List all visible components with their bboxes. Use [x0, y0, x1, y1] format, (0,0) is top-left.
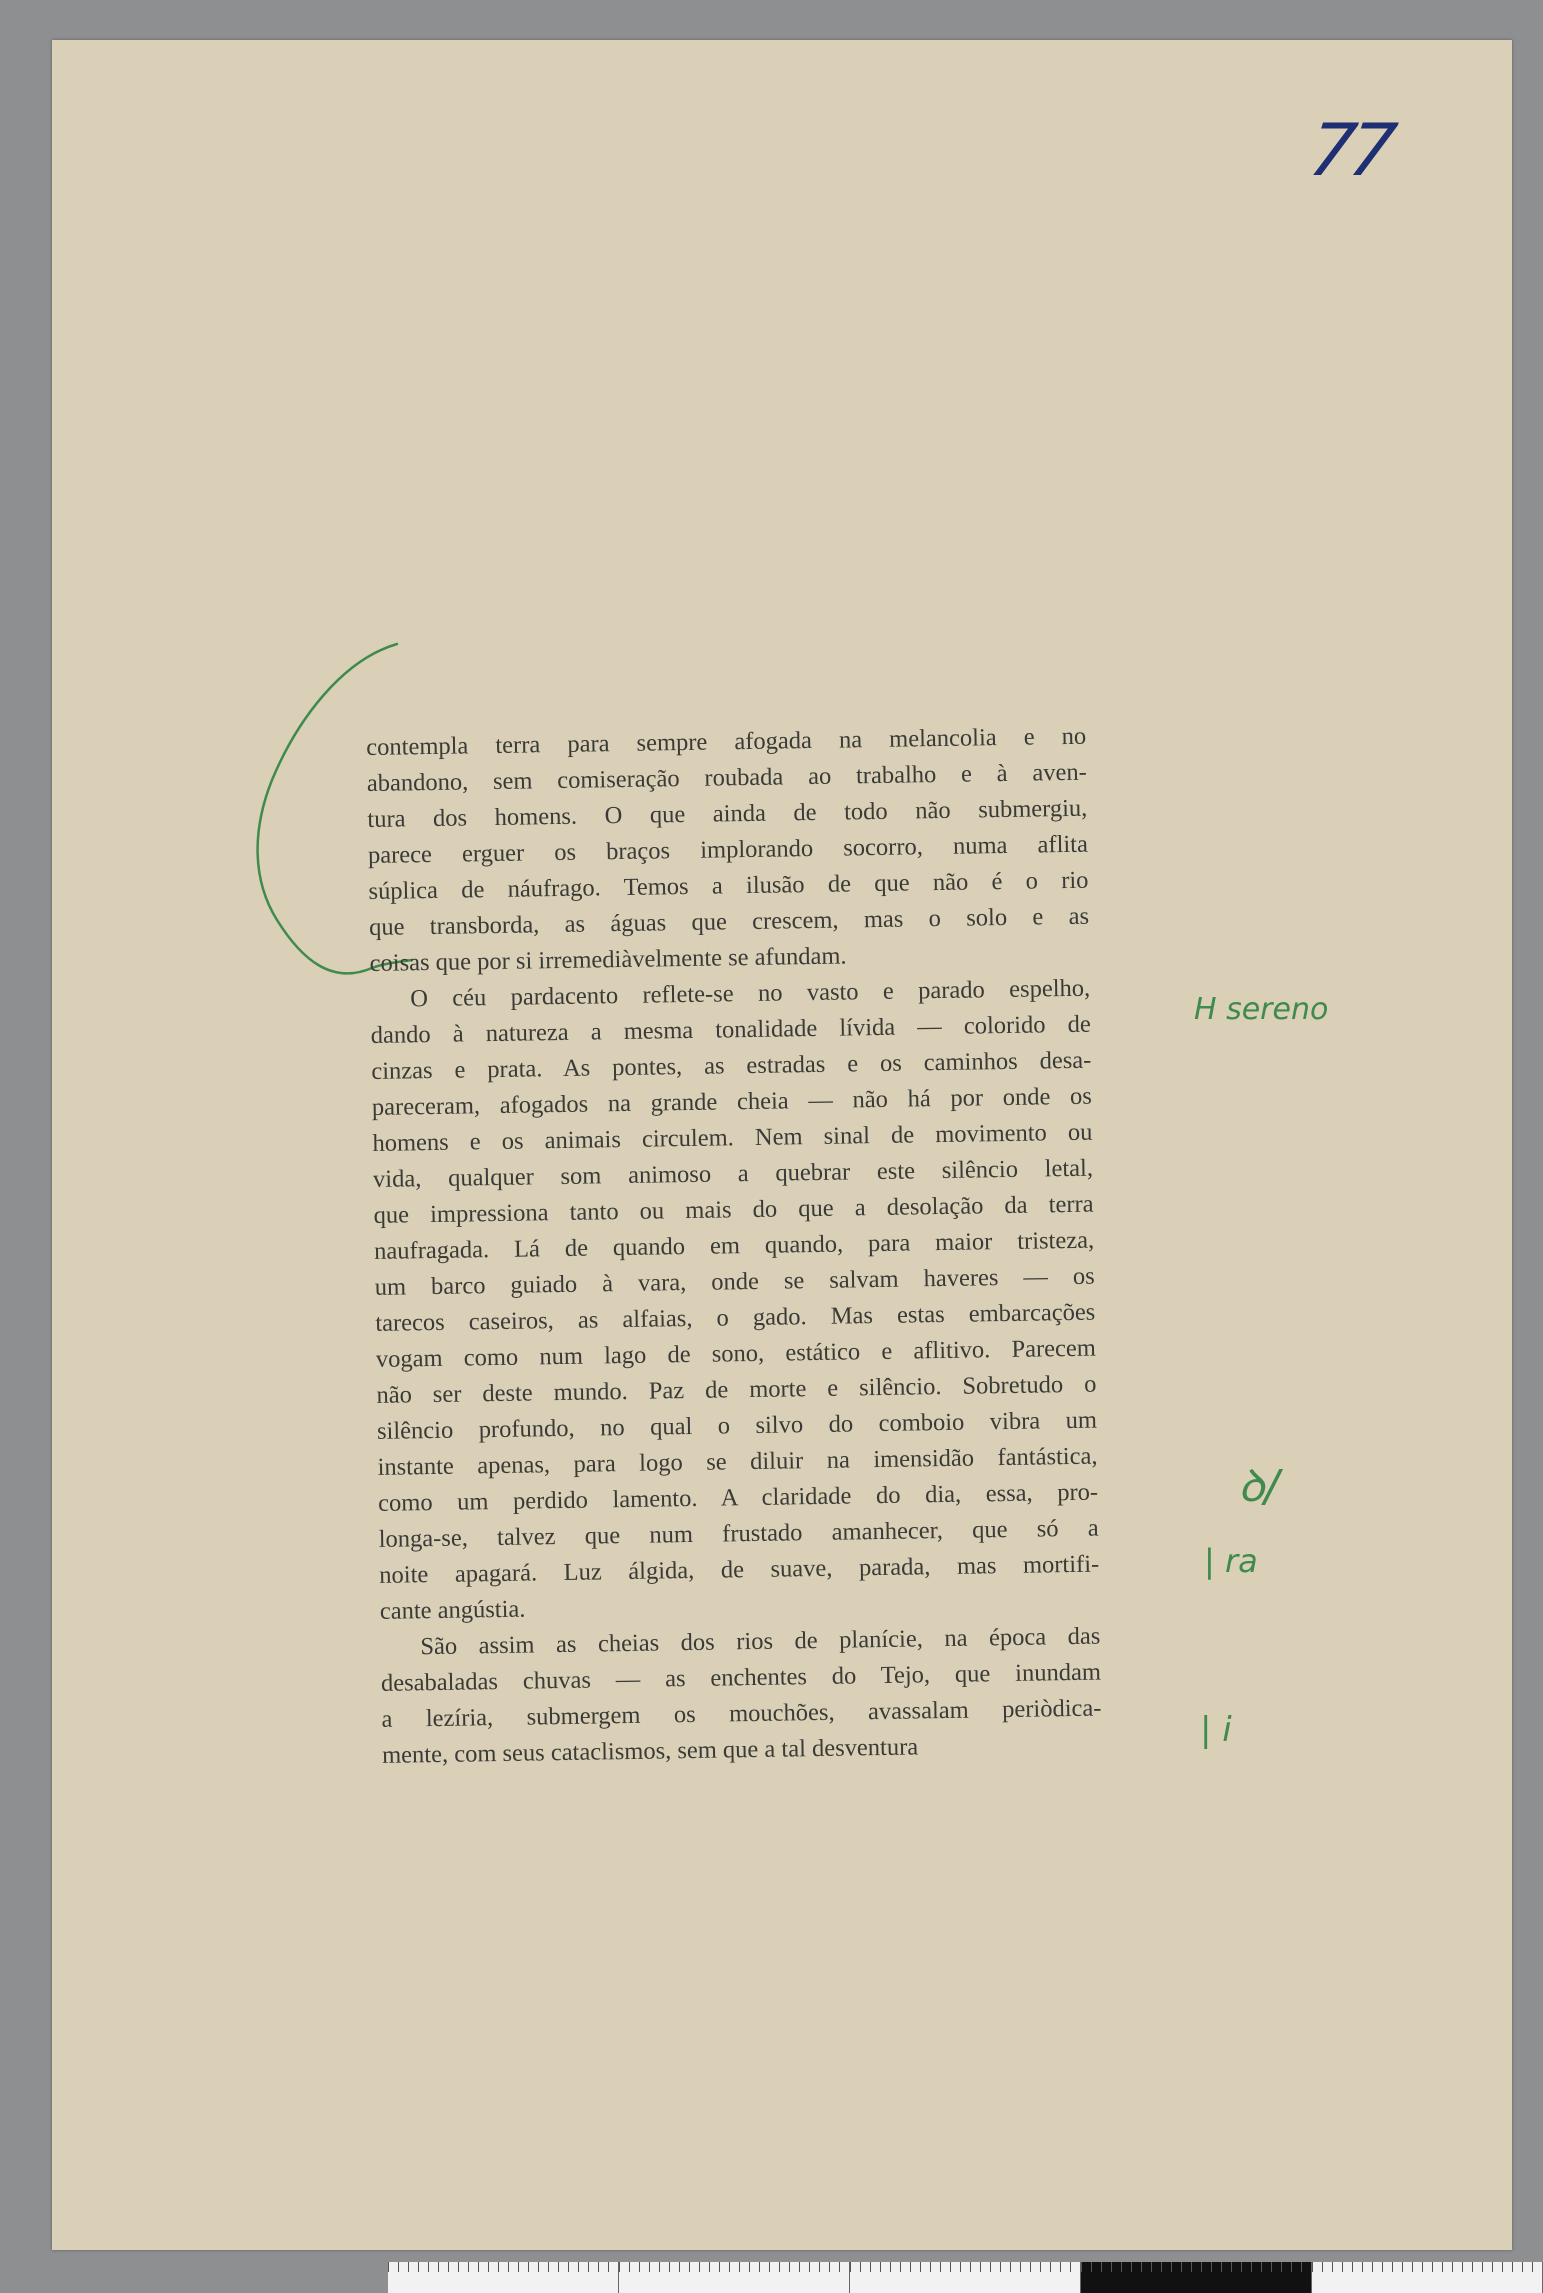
text-line: vida, qualquer som animoso a quebrar este silêncio letal, [372, 1154, 1094, 1193]
text-line: como um perdido lamento. A claridade do dia, essa, pro- [377, 1478, 1099, 1517]
text-line: um barco guiado à vara, onde se salvam haveres — os [374, 1262, 1095, 1301]
text-line: naufragada. Lá de quando em quando, para maior tristeza, [373, 1226, 1095, 1265]
text-line: que transborda, as águas que crescem, mas o solo e as [368, 902, 1090, 941]
margin-note-ra: | ra [1204, 1542, 1258, 1580]
ruler-segment [619, 2262, 850, 2293]
text-line: instante apenas, para logo se diluir na imensidão fantástica, [377, 1442, 1098, 1481]
text-line: súplica de náufrago. Temos a ilusão de que não é o rio [368, 866, 1089, 905]
text-line: cante angústia. [379, 1595, 526, 1625]
text-line: não ser deste mundo. Paz de morte e silêncio. Sobretudo o [376, 1370, 1097, 1409]
text-line: silêncio profundo, no qual o silvo do comboio vibra um [376, 1406, 1098, 1445]
text-line: parece erguer os braços implorando socorro, numa aflita [367, 830, 1089, 869]
margin-note-i: | i [1200, 1710, 1232, 1750]
ruler-segment [388, 2262, 619, 2293]
ruler-segment [1081, 2262, 1312, 2293]
margin-note-sereno: H sereno [1194, 992, 1329, 1027]
body-text [366, 719, 1102, 1774]
text-line: noite apagará. Luz álgida, de suave, parada, mas mortifi- [379, 1550, 1100, 1589]
text-line: contempla terra para sempre afogada na melancolia e no [366, 722, 1087, 761]
text-line: vogam como num lago de sono, estático e aflitivo. Parecem [375, 1334, 1097, 1373]
text-line: mente, com seus cataclismos, sem que a tal desventura [381, 1733, 919, 1769]
text-line: O céu pardacento reflete-se no vasto e parado espelho, [410, 974, 1091, 1013]
text-line: que impressiona tanto ou mais do que a desolação da terra [373, 1190, 1094, 1229]
scale-ruler [388, 2262, 1543, 2293]
text-line: tura dos homens. O que ainda de todo não submergiu, [367, 794, 1088, 833]
text-line: desabaladas chuvas — as enchentes do Tejo, que inundam [380, 1658, 1102, 1697]
text-line: tarecos caseiros, as alfaias, o gado. Mas estas embarcações [375, 1298, 1096, 1337]
text-line: a lezíria, submergem os mouchões, avassalam periòdica- [381, 1694, 1102, 1733]
margin-note-delete-mark: ꝺ/ [1238, 1461, 1280, 1512]
handwritten-page-number: 77 [1304, 108, 1396, 192]
text-line: dando à natureza a mesma tonalidade lívida — colorido de [370, 1010, 1091, 1049]
ruler-segment [850, 2262, 1081, 2293]
text-line: abandono, sem comiseração roubada ao trabalho e à aven- [366, 758, 1087, 797]
text-line: longa-se, talvez que num frustado amanhecer, que só a [378, 1514, 1099, 1553]
text-line: São assim as cheias dos rios de planície, na época das [420, 1622, 1101, 1661]
text-line: pareceram, afogados na grande cheia — não há por onde os [371, 1082, 1093, 1121]
ruler-segment [1312, 2262, 1543, 2293]
text-line: cinzas e prata. As pontes, as estradas e os caminhos desa- [371, 1046, 1092, 1085]
document-page [52, 40, 1512, 2250]
text-line: homens e os animais circulem. Nem sinal de movimento ou [372, 1118, 1093, 1157]
text-line: coisas que por si irremediàvelmente se afundam. [369, 942, 847, 977]
